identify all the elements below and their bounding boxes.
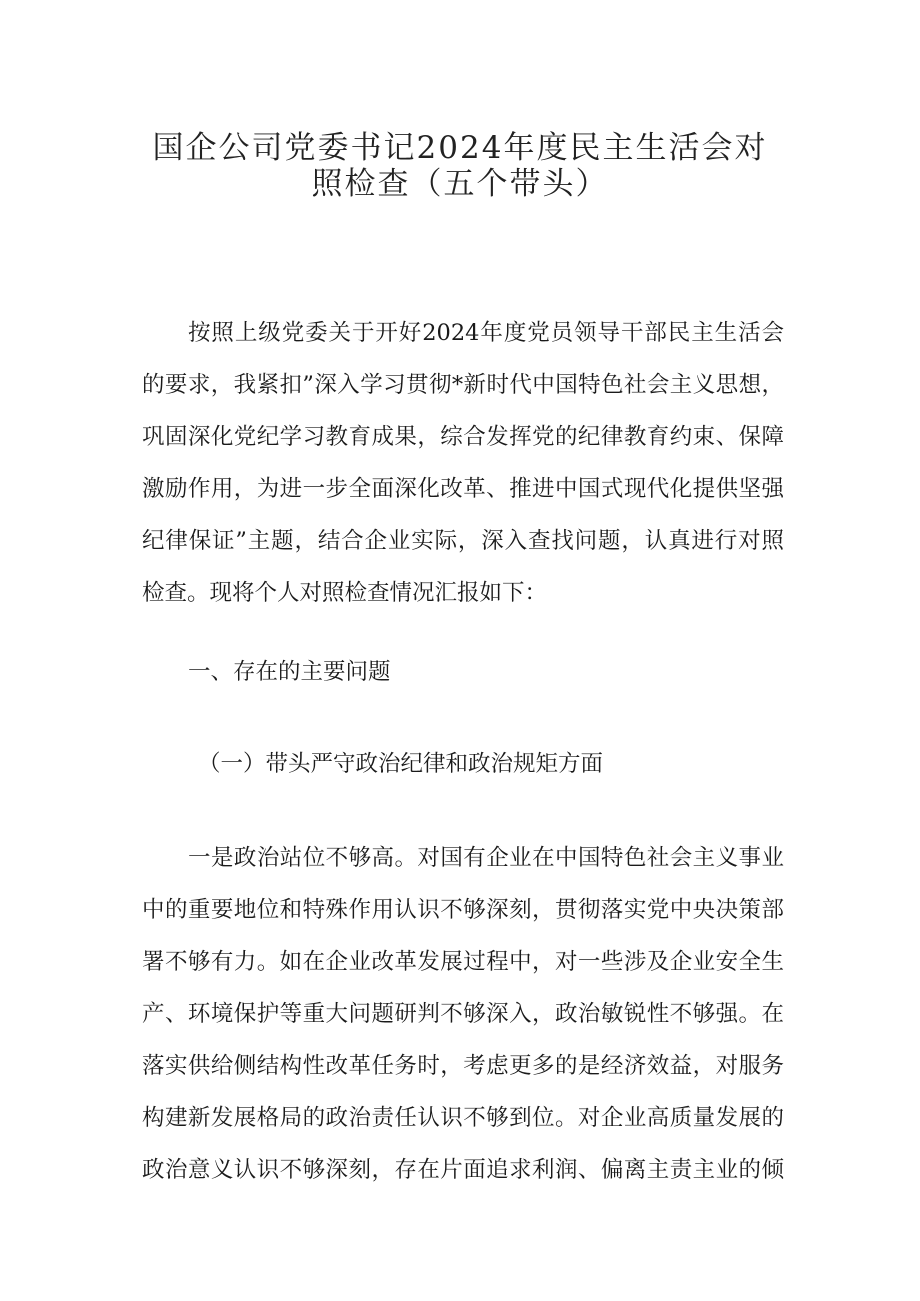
body-paragraph-line: 中的重要地位和特殊作用认识不够深刻，贯彻落实党中央决策部: [142, 897, 784, 923]
section-heading: 一、存在的主要问题: [188, 659, 391, 685]
body-paragraph-line: 落实供给侧结构性改革任务时，考虑更多的是经济效益，对服务: [142, 1053, 784, 1079]
intro-paragraph-line: 巩固深化党纪学习教育成果，综合发挥党的纪律教育约束、保障: [142, 424, 784, 450]
document-title-line-2: 照检查（五个带头）: [311, 166, 609, 202]
subsection-heading: （一）带头严守政治纪律和政治规矩方面: [198, 751, 604, 777]
intro-paragraph-line: 激励作用，为进一步全面深化改革、推进中国式现代化提供坚强: [142, 476, 784, 502]
intro-paragraph-line: 按照上级党委关于开好2024年度党员领导干部民主生活会: [188, 320, 784, 346]
body-paragraph-line: 署不够有力。如在企业改革发展过程中，对一些涉及企业安全生: [142, 949, 784, 975]
intro-paragraph-line: 检查。现将个人对照检查情况汇报如下：: [142, 580, 548, 606]
intro-paragraph-line: 纪律保证”主题，结合企业实际，深入查找问题，认真进行对照: [142, 528, 784, 554]
body-paragraph-line: 产、环境保护等重大问题研判不够深入，政治敏锐性不够强。在: [142, 1001, 784, 1027]
document-title-line-1: 国企公司党委书记2024年度民主生活会对: [152, 130, 768, 166]
intro-paragraph-line: 的要求，我紧扣”深入学习贯彻*新时代中国特色社会主义思想，: [142, 372, 784, 398]
body-paragraph-line: 一是政治站位不够高。对国有企业在中国特色社会主义事业: [188, 845, 784, 871]
body-paragraph-line: 构建新发展格局的政治责任认识不够到位。对企业高质量发展的: [142, 1105, 784, 1131]
body-paragraph-line: 政治意义认识不够深刻，存在片面追求利润、偏离主责主业的倾: [142, 1157, 784, 1183]
